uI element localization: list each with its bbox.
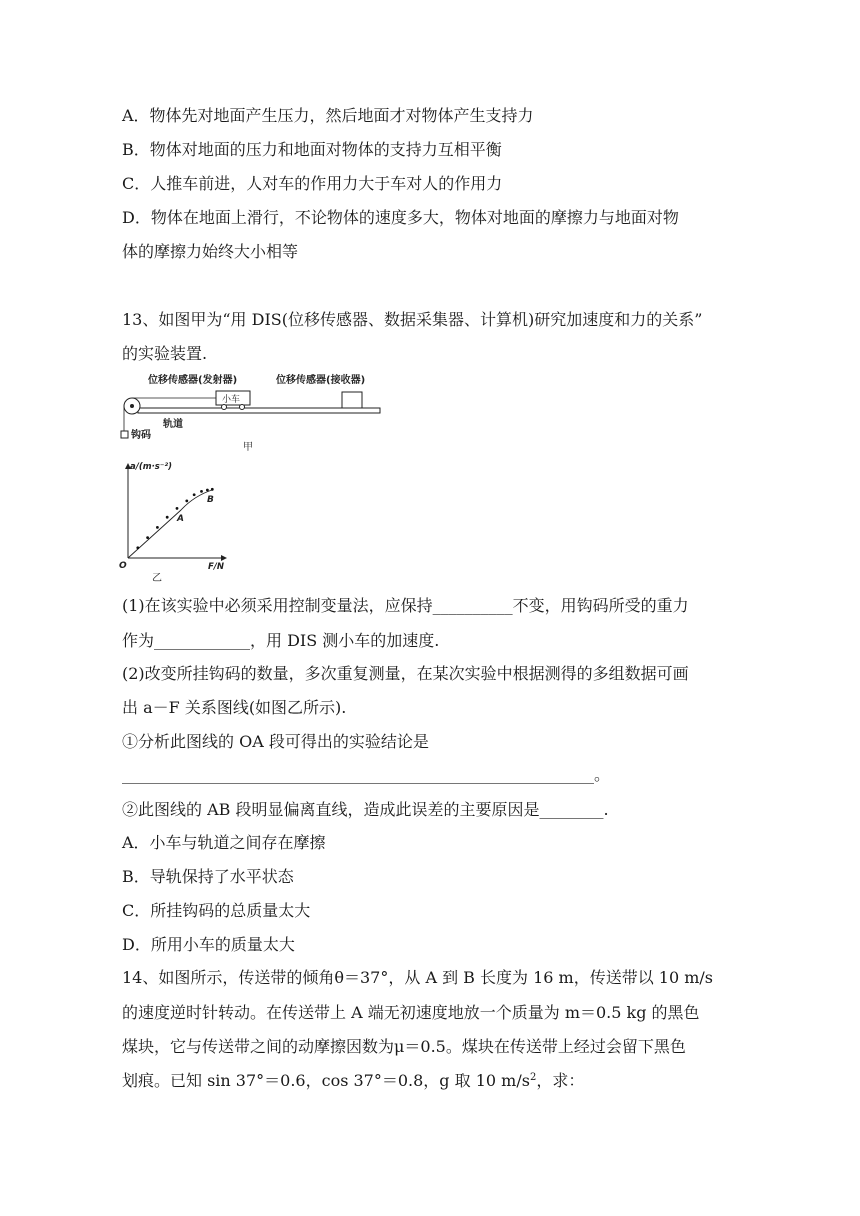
part1-text-d: ，用 DIS 测小车的加速度. (250, 631, 440, 650)
point-b-label: B (207, 495, 214, 505)
q14-line-3: 煤块，它与传送带之间的动摩擦因数为μ＝0.5。煤块在传送带上经过会留下黑色 (122, 1037, 686, 1056)
part1-text-c: 作为 (122, 631, 155, 650)
data-point (136, 546, 139, 549)
answer-blank-3[interactable]: ___________________________________________________________。 (122, 765, 611, 784)
q12-option-d-cont: 体的摩擦力始终大小相等 (122, 242, 299, 261)
q12-option-c: C．人推车前进，人对车的作用力大于车对人的作用力 (122, 174, 503, 193)
caption-jia: 甲 (243, 442, 253, 453)
curve-oab (128, 490, 212, 558)
data-point (176, 507, 179, 510)
origin-label: O (119, 561, 127, 571)
part1-text-b: 不变，用钩码所受的重力 (512, 596, 689, 615)
q14-line-4 (122, 1070, 584, 1092)
label-emitter: 位移传感器(发射器) (148, 375, 238, 386)
q12-option-d: D．物体在地面上滑行，不论物体的速度多大，物体对地面的摩擦力与地面对物 (122, 208, 679, 227)
data-point (206, 489, 209, 492)
answer-blank-4[interactable]: ________ (539, 800, 604, 819)
q12-option-a: A．物体先对地面产生压力，然后地面才对物体产生支持力 (122, 106, 534, 125)
data-point (166, 516, 169, 519)
label-receiver: 位移传感器(接收器) (276, 375, 366, 386)
y-axis-label: a/(m·s⁻²) (130, 462, 172, 472)
q13-option-c: C．所挂钩码的总质量太大 (122, 901, 311, 920)
label-weight: 钩码 (131, 430, 151, 441)
sub2-text: ②此图线的 AB 段明显偏离直线，造成此误差的主要原因是 (122, 800, 540, 819)
q13-option-b: B．导轨保持了水平状态 (122, 867, 294, 886)
q13-option-a: A．小车与轨道之间存在摩擦 (122, 833, 326, 852)
caption-yi: 乙 (152, 573, 162, 584)
sub2-period: . (603, 800, 609, 819)
q13-part1-line2 (122, 630, 439, 652)
x-axis-label: F/N (208, 562, 225, 572)
part1-text-a: (1)在该实验中必须采用控制变量法，应保持 (122, 596, 433, 615)
q14-text-end: ，求： (536, 1071, 585, 1090)
q13-part2-line1: (2)改变所挂钩码的数量，多次重复测量，在某次实验中根据测得的多组数据可画 (122, 664, 689, 683)
q14-text: 划痕。已知 sin 37°＝0.6，cos 37°＝0.8，g 取 10 m/s (122, 1071, 530, 1090)
data-point (185, 499, 188, 502)
track (138, 408, 380, 413)
data-point (193, 493, 196, 496)
q14-line-2: 的速度逆时针转动。在传送带上 A 端无初速度地放一个质量为 m＝0.5 kg 的黑色 (122, 1003, 700, 1022)
data-point (146, 536, 149, 539)
point-a-label: A (177, 514, 184, 524)
q13-intro-2: 的实验装置. (122, 344, 208, 363)
figure-af-graph (116, 458, 236, 584)
hook-weight (121, 431, 128, 438)
q14-exponent: 2 (529, 1072, 537, 1083)
data-point (156, 526, 159, 529)
q13-sub2 (122, 799, 609, 821)
q13-option-d: D．所用小车的质量太大 (122, 935, 295, 954)
data-point (200, 490, 203, 493)
q14-line-1: 14、如图所示，传送带的倾角θ＝37°，从 A 到 B 长度为 16 m，传送带以 10 m/s (122, 968, 714, 987)
answer-blank-1[interactable]: __________ (432, 596, 513, 615)
receiver-box (342, 392, 362, 408)
q13-intro-1: 13、如图甲为“用 DIS(位移传感器、数据采集器、计算机)研究加速度和力的关系” (122, 310, 703, 329)
data-point (211, 488, 214, 491)
q13-sub1: ①分析此图线的 OA 段可得出的实验结论是 (122, 732, 429, 751)
figure-apparatus (118, 368, 388, 460)
q12-option-b: B．物体对地面的压力和地面对物体的支持力互相平衡 (122, 140, 502, 159)
label-track: 轨道 (163, 419, 183, 430)
q13-part1-line1 (122, 595, 689, 617)
label-cart: 小车 (222, 395, 241, 405)
q13-part2-line2: 出 a－F 关系图线(如图乙所示). (122, 698, 347, 717)
answer-blank-2[interactable]: ____________ (154, 631, 251, 650)
